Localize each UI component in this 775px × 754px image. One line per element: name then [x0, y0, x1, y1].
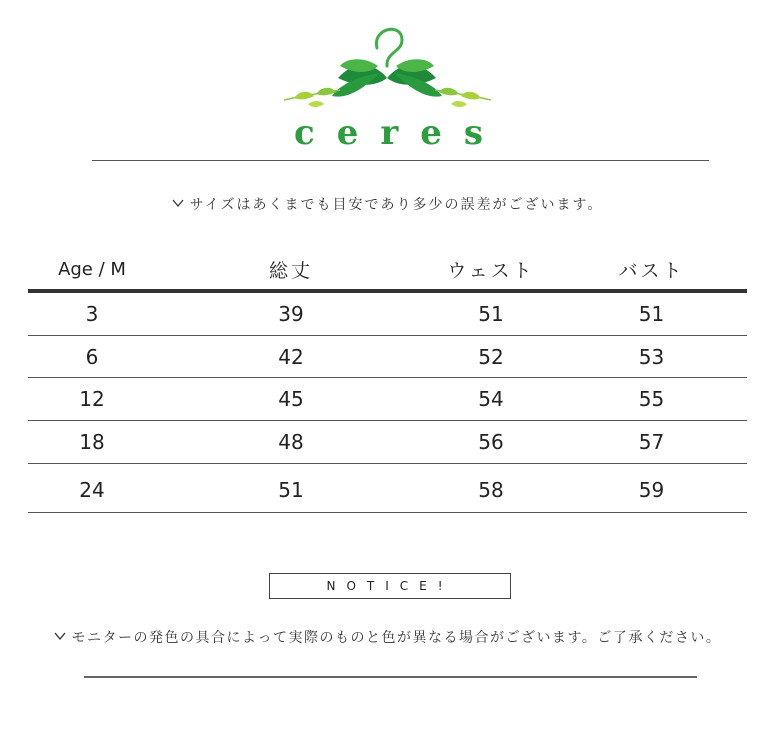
- header-bust: バスト: [618, 259, 685, 282]
- cell-age: 18: [79, 430, 105, 454]
- header-length: 総丈: [268, 259, 313, 282]
- cell-age: 24: [79, 478, 105, 502]
- cell-waist: 58: [478, 478, 504, 502]
- cell-length: 48: [278, 430, 304, 454]
- cell-waist: 52: [478, 344, 504, 369]
- table-row: [28, 421, 747, 464]
- cell-length: 45: [278, 387, 304, 411]
- cell-age: 12: [79, 387, 105, 411]
- table-row: [28, 336, 747, 378]
- chevron-down-icon: [54, 632, 66, 641]
- cell-bust: 57: [638, 430, 665, 454]
- size-table: [28, 252, 747, 513]
- table-row: [28, 464, 747, 513]
- hanger-leaves-icon: [280, 18, 495, 118]
- cell-waist: 51: [478, 302, 504, 326]
- brand-wordmark: ceres: [294, 113, 506, 153]
- cell-length: 42: [278, 344, 304, 369]
- top-divider: [92, 160, 709, 161]
- cell-bust: 53: [638, 344, 665, 369]
- table-row: [28, 378, 747, 421]
- size-disclaimer-text: サイズはあくまでも目安であり多少の誤差がございます。: [189, 197, 604, 213]
- table-header: [28, 252, 747, 286]
- brand-logo: [280, 18, 506, 153]
- header-age: Age / M: [58, 258, 126, 280]
- header-waist: ウェスト: [447, 259, 535, 282]
- chevron-down-icon: [172, 199, 184, 208]
- size-disclaimer: [0, 194, 775, 214]
- cell-age: 3: [85, 302, 99, 326]
- notice-label: NOTICE!: [269, 573, 511, 599]
- cell-bust: 51: [638, 302, 665, 326]
- color-disclaimer: [0, 627, 775, 647]
- cell-bust: 59: [638, 478, 665, 502]
- table-row: [28, 293, 747, 336]
- cell-waist: 54: [478, 387, 504, 411]
- cell-length: 51: [278, 478, 304, 502]
- color-disclaimer-text: モニターの発色の具合によって実際のものと色が異なる場合がございます。ご了承ください。: [71, 630, 722, 646]
- bottom-divider: [84, 676, 697, 678]
- cell-age: 6: [85, 344, 99, 369]
- cell-bust: 55: [638, 387, 665, 411]
- table-body: [28, 293, 747, 513]
- cell-waist: 56: [478, 430, 504, 454]
- cell-length: 39: [278, 302, 304, 326]
